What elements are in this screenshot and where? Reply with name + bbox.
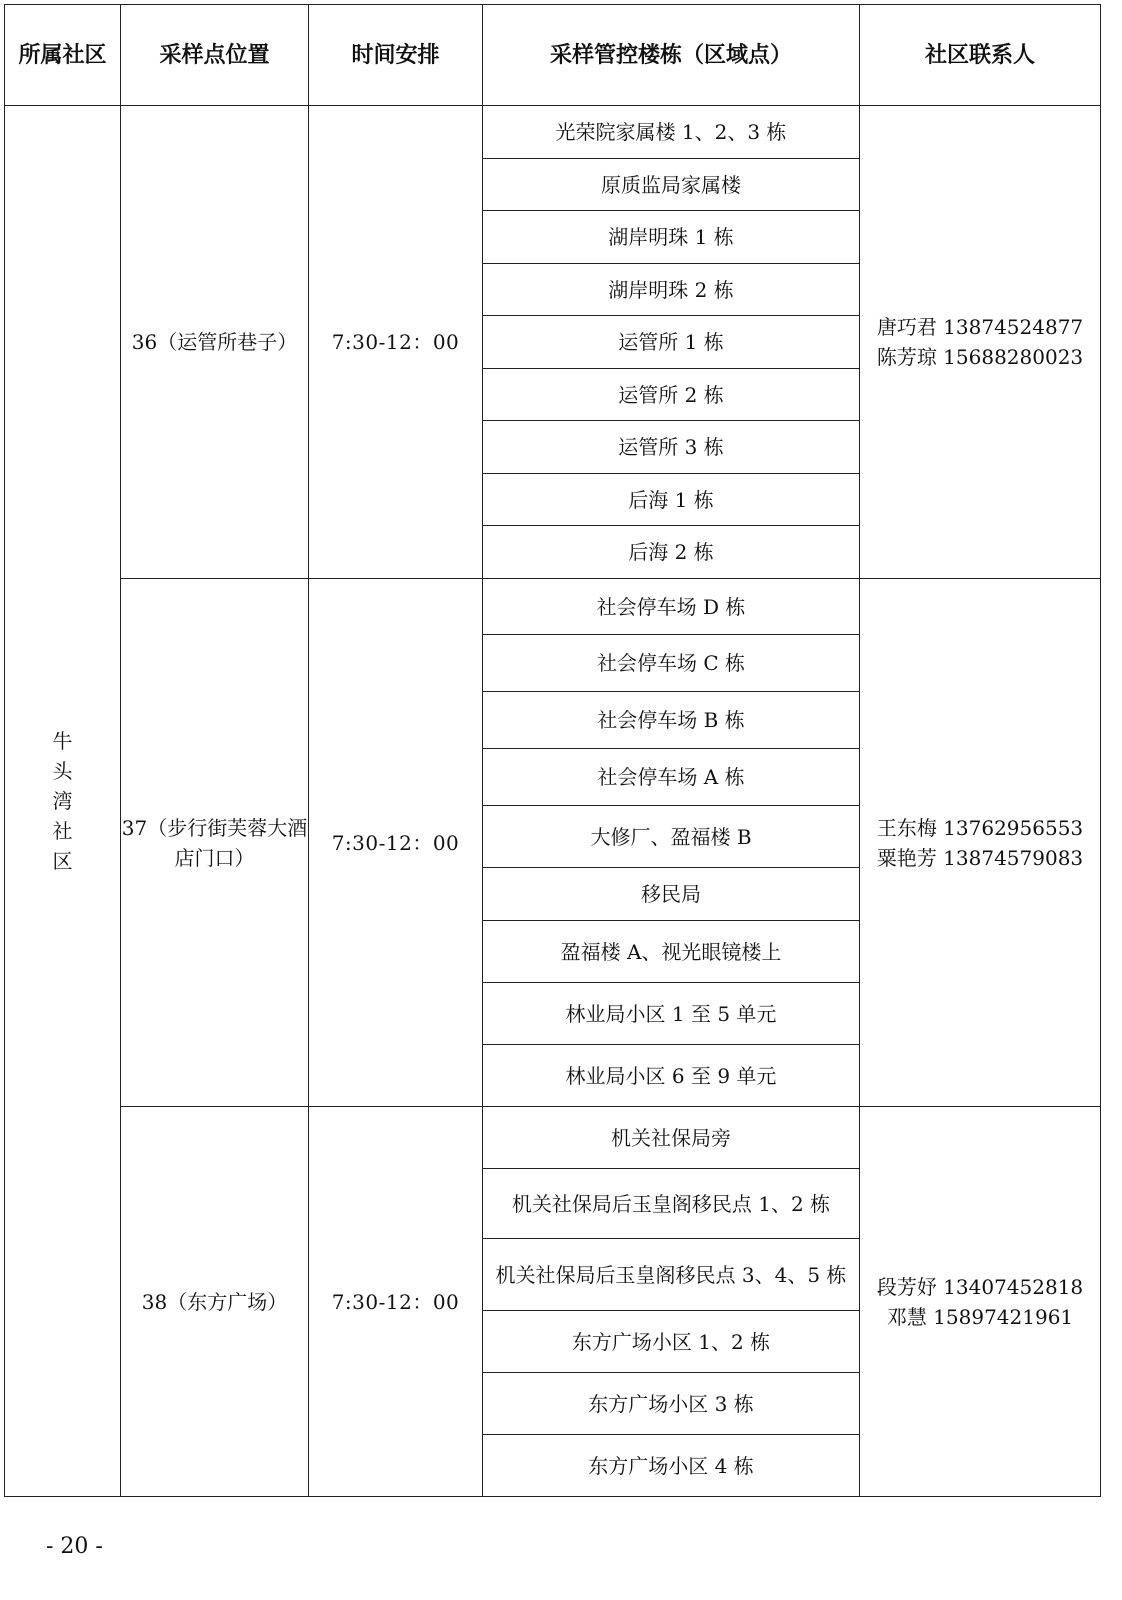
table-row [5,106,1101,159]
building-cell: 林业局小区 6 至 9 单元 [483,1045,860,1107]
building-cell: 机关社保局后玉皇阁移民点 1、2 栋 [483,1169,860,1239]
building-cell: 湖岸明珠 2 栋 [483,264,860,316]
building-cell: 盈福楼 A、视光眼镜楼上 [483,921,860,983]
building-cell: 湖岸明珠 1 栋 [483,211,860,264]
site-location: 38（东方广场） [121,1107,309,1497]
building-cell: 光荣院家属楼 1、2、3 栋 [483,106,860,159]
table-row [5,579,1101,635]
site-contacts [860,579,1101,1107]
building-cell: 运管所 3 栋 [483,421,860,474]
building-cell: 林业局小区 1 至 5 单元 [483,983,860,1045]
site-time: 7:30-12：00 [309,1107,483,1497]
building-cell: 后海 1 栋 [483,474,860,526]
building-cell: 后海 2 栋 [483,526,860,579]
page-number: - 20 - [46,1534,103,1559]
site-contacts [860,1107,1101,1497]
header-location: 采样点位置 [121,5,309,106]
header-row [5,5,1101,106]
building-cell: 社会停车场 D 栋 [483,579,860,635]
header-time: 时间安排 [309,5,483,106]
building-cell: 社会停车场 C 栋 [483,635,860,692]
contact-person: 粟艳芳 13874579083 [876,845,1084,870]
contact-person: 唐巧君 13874524877 [876,315,1084,339]
building-cell: 运管所 2 栋 [483,369,860,421]
building-cell: 机关社保局旁 [483,1107,860,1169]
site-time: 7:30-12：00 [309,579,483,1107]
building-cell: 大修厂、盈福楼 B [483,806,860,868]
site-contacts [860,106,1101,579]
building-cell: 移民局 [483,868,860,921]
building-cell: 东方广场小区 3 栋 [483,1373,860,1435]
site-location: 37（步行街芙蓉大酒店门口） [121,579,309,1107]
sampling-schedule-table [4,4,1101,1497]
building-cell: 运管所 1 栋 [483,316,860,369]
contact-person: 王东梅 13762956553 [876,815,1084,840]
header-buildings: 采样管控楼栋（区域点） [483,5,860,106]
site-location: 36（运管所巷子） [121,106,309,579]
building-cell: 原质监局家属楼 [483,159,860,211]
contact-person: 邓慧 15897421961 [886,1304,1074,1329]
building-cell: 机关社保局后玉皇阁移民点 3、4、5 栋 [483,1239,860,1311]
site-time: 7:30-12：00 [309,106,483,579]
contact-person: 段芳妤 13407452818 [876,1274,1084,1299]
building-cell: 东方广场小区 1、2 栋 [483,1311,860,1373]
contact-person: 陈芳琼 15688280023 [876,345,1084,369]
building-cell: 东方广场小区 4 栋 [483,1435,860,1497]
header-community: 所属社区 [5,5,121,106]
building-cell: 社会停车场 A 栋 [483,749,860,806]
community-cell: 牛 头 湾 社 区 [5,106,121,1497]
header-contact: 社区联系人 [860,5,1101,106]
table-row [5,1107,1101,1169]
building-cell: 社会停车场 B 栋 [483,692,860,749]
